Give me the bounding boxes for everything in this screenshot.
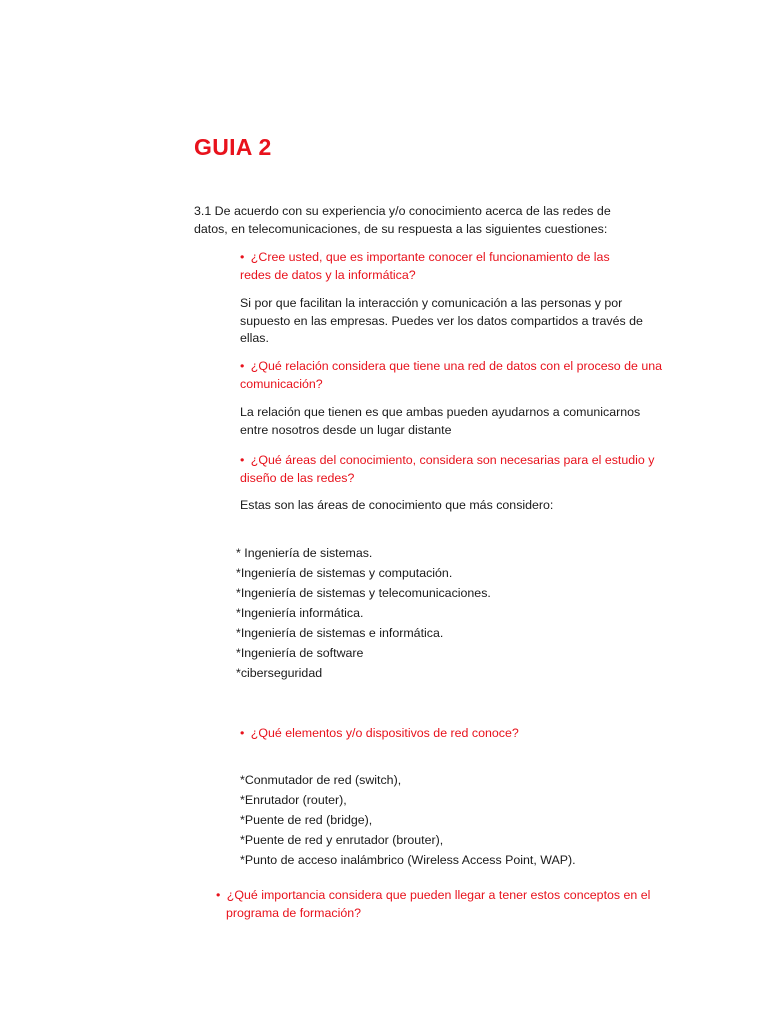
answer-3: Estas son las áreas de conocimiento que más considero: [240, 498, 554, 512]
intro-paragraph: 3.1 De acuerdo con su experiencia y/o conocimiento acerca de las redes de datos, en telecomunicaciones, de su respuesta a las siguientes cuestiones: [194, 204, 611, 236]
question-1-text: ¿Cree usted, que es importante conocer el funcionamiento de las redes de datos y la informática? [240, 250, 610, 282]
question-3 [240, 451, 670, 487]
question-5-text: ¿Qué importancia considera que pueden llegar a tener estos conceptos en el programa de formación? [226, 888, 651, 920]
question-4-text: ¿Qué elementos y/o dispositivos de red conoce? [250, 726, 519, 740]
list-item: *Conmutador de red (switch), [240, 773, 402, 787]
bullet-icon: • [240, 250, 245, 264]
question-1 [240, 248, 640, 284]
list-item: *Puente de red y enrutador (brouter), [240, 833, 444, 847]
devices-list [240, 770, 576, 870]
list-item: *Punto de acceso inalámbrico (Wireless Access Point, WAP). [240, 853, 576, 867]
list-item: *Ingeniería de sistemas e informática. [236, 626, 444, 640]
question-2-text: ¿Qué relación considera que tiene una red de datos con el proceso de una comunicación? [240, 359, 663, 391]
question-4 [240, 724, 670, 742]
question-3-text: ¿Qué áreas del conocimiento, considera son necesarias para el estudio y diseño de las redes? [240, 453, 655, 485]
page-title: GUIA 2 [194, 134, 272, 160]
list-item: *Ingeniería de sistemas y telecomunicaciones. [236, 586, 491, 600]
bullet-icon: • [240, 453, 245, 467]
list-item: *Ingeniería de software [236, 646, 364, 660]
question-5 [216, 886, 666, 922]
list-item: *ciberseguridad [236, 666, 323, 680]
question-2 [240, 357, 670, 393]
bullet-icon: • [216, 888, 221, 902]
bullet-icon: • [240, 726, 245, 740]
answer-1: Si por que facilitan la interacción y comunicación a las personas y por supuesto en las empresas. Puedes ver los datos compartidos a través de ellas. [240, 296, 643, 346]
bullet-icon: • [240, 359, 245, 373]
list-item: *Enrutador (router), [240, 793, 347, 807]
list-item: *Ingeniería de sistemas y computación. [236, 566, 453, 580]
areas-list [236, 543, 491, 683]
list-item: *Puente de red (bridge), [240, 813, 373, 827]
answer-2: La relación que tienen es que ambas pueden ayudarnos a comunicarnos entre nosotros desde un lugar distante [240, 405, 641, 437]
list-item: * Ingeniería de sistemas. [236, 546, 373, 560]
list-item: *Ingeniería informática. [236, 606, 364, 620]
